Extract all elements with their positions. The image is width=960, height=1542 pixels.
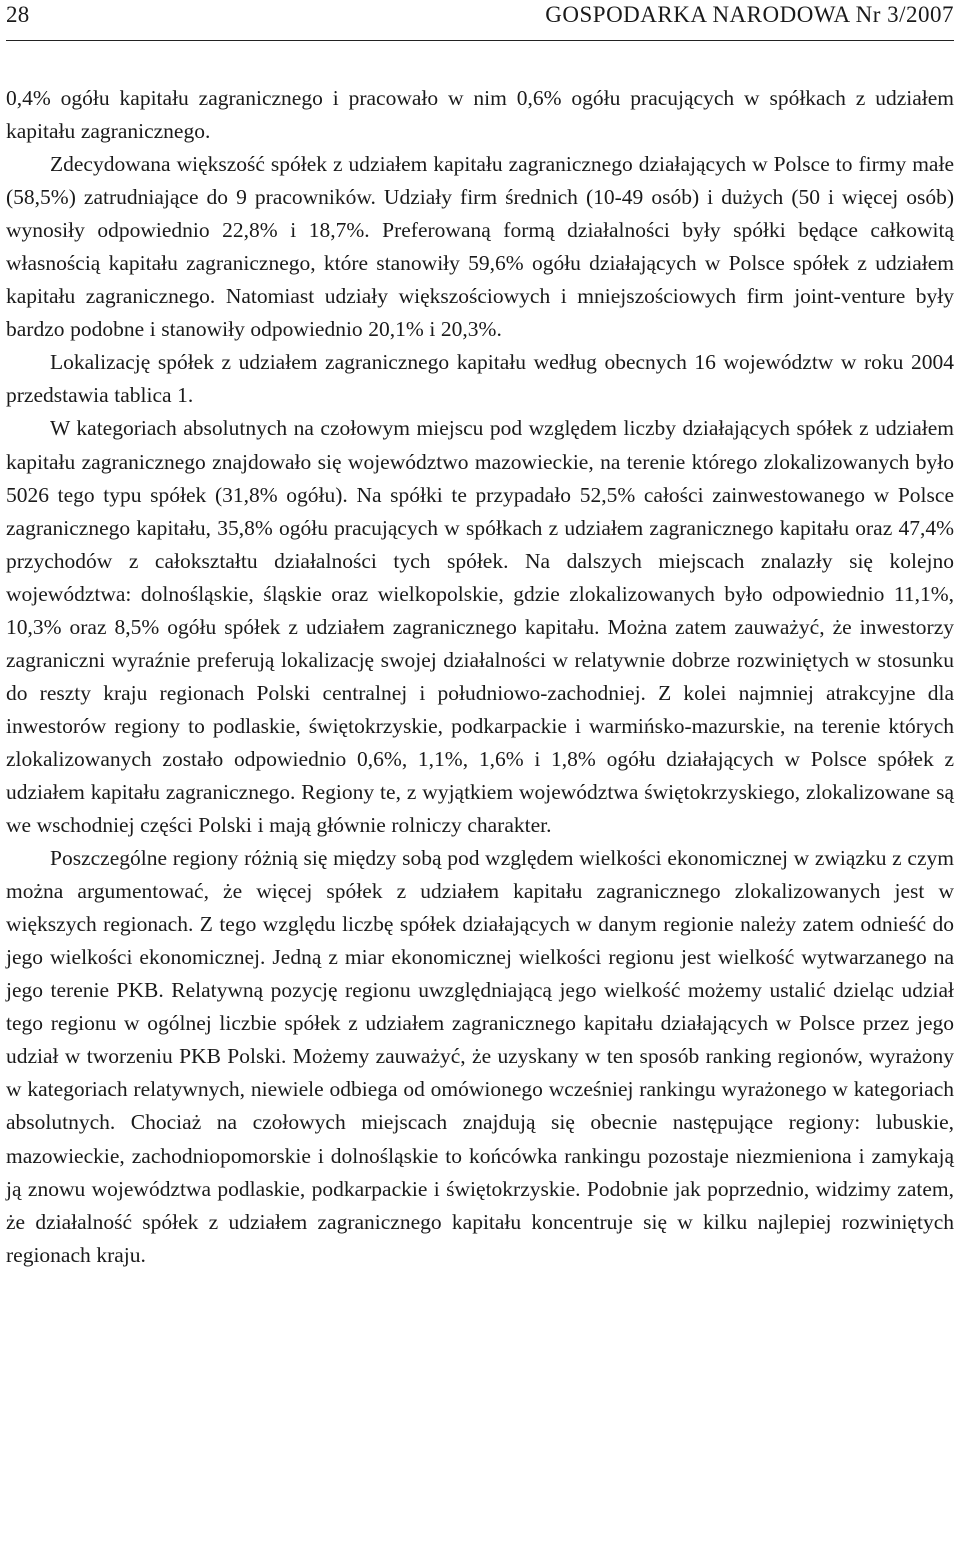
paragraph-company-size: Zdecydowana większość spółek z udziałem kapitału zagranicznego działających w Polsce to firmy małe (58,5%) zatrudniające do 9 pracowników. Udziały firm średnich (10-49 osób) i dużych (50 i więcej osób) wynosiły odpowiednio 22,8% i 18,7%. Preferowaną formą działalności były spółki będące całkowitą własnością kapitału zagranicznego, które stanowiły 59,6% ogółu działających w Polsce spółek z udziałem kapitału zagranicznego. Natomiast udziały większościowych i mniejszościowych firm joint-venture były bardzo podobne i stanowiły odpowiednio 20,1% i 20,3%. xyxy=(6,152,954,342)
paragraph-continuation: 0,4% ogółu kapitału zagranicznego i pracowało w nim 0,6% ogółu pracujących w spółkach z udziałem kapitału zagranicznego. xyxy=(6,86,954,144)
page-number: 28 xyxy=(6,2,30,27)
paragraph-relative-ranking: Poszczególne regiony różnią się między sobą pod względem wielkości ekonomicznej w związku z czym można argumentować, że więcej spółek z udziałem kapitału zagranicznego zlokalizowanych jest w większych regionach. Z tego względu liczbę spółek działających w danym regionie należy zatem odnieść do jego wielkości ekonomicznej. Jedną z miar ekonomicznej wielkości regionu jest wielkość wytwarzanego na jego terenie PKB. Relatywną pozycję regionu uwzględniającą jego wielkość możemy ustalić dzieląc udział tego regionu w ogólnej liczbie spółek z udziałem zagranicznego kapitału działających w Polsce przez jego udział w tworzeniu PKB Polski. Możemy zauważyć, że uzyskany w ten sposób ranking regionów, wyrażony w kategoriach relatywnych, niewiele odbiega od omówionego wcześniej rankingu wyrażonego w kategoriach absolutnych. Chociaż na czołowych miejscach znajdują się obecnie następujące regiony: lubuskie, mazowieckie, zachodniopomorskie i dolnośląskie to końcówka rankingu pozostaje niezmieniona i zamykają ją znowu województwa podlaskie, podkarpackie i świętokrzyskie. Podobnie jak poprzednio, widzimy zatem, że działalność spółek z udziałem zagranicznego kapitału koncentruje się w kilku najlepiej rozwiniętych regionach kraju. xyxy=(6,846,954,1267)
body-text xyxy=(6,82,954,1272)
document-page xyxy=(6,0,954,1272)
running-header xyxy=(6,0,954,41)
journal-title: GOSPODARKA NARODOWA Nr 3/2007 xyxy=(545,2,954,27)
paragraph-table-reference: Lokalizację spółek z udziałem zagranicznego kapitału według obecnych 16 województw w roku 2004 przedstawia tablica 1. xyxy=(6,350,954,408)
paragraph-absolute-ranking: W kategoriach absolutnych na czołowym miejscu pod względem liczby działających spółek z udziałem kapitału zagranicznego znajdowało się województwo mazowieckie, na terenie którego zlokalizowanych było 5026 tego typu spółek (31,8% ogółu). Na spółki te przypadało 52,5% całości zainwestowanego w Polsce zagranicznego kapitału, 35,8% ogółu pracujących w spółkach z udziałem zagranicznego kapitału oraz 47,4% przychodów z całokształtu działalności tych spółek. Na dalszych miejscach znalazły się kolejno województwa: dolnośląskie, śląskie oraz wielkopolskie, gdzie zlokalizowanych było odpowiednio 11,1%, 10,3% oraz 8,5% ogółu spółek z udziałem zagranicznego kapitału. Można zatem zauważyć, że inwestorzy zagraniczni wyraźnie preferują lokalizację swojej działalności w relatywnie dobrze rozwiniętych w stosunku do reszty kraju regionach Polski centralnej i południowo-zachodniej. Z kolei najmniej atrakcyjne dla inwestorów regiony to podlaskie, świętokrzyskie, podkarpackie i warmińsko-mazurskie, na terenie których zlokalizowanych zostało odpowiednio 0,6%, 1,1%, 1,6% i 1,8% ogółu działających w Polsce spółek z udziałem kapitału zagranicznego. Regiony te, z wyjątkiem województwa świętokrzyskiego, zlokalizowane są we wschodniej części Polski i mają głównie rolniczy charakter. xyxy=(6,416,954,838)
